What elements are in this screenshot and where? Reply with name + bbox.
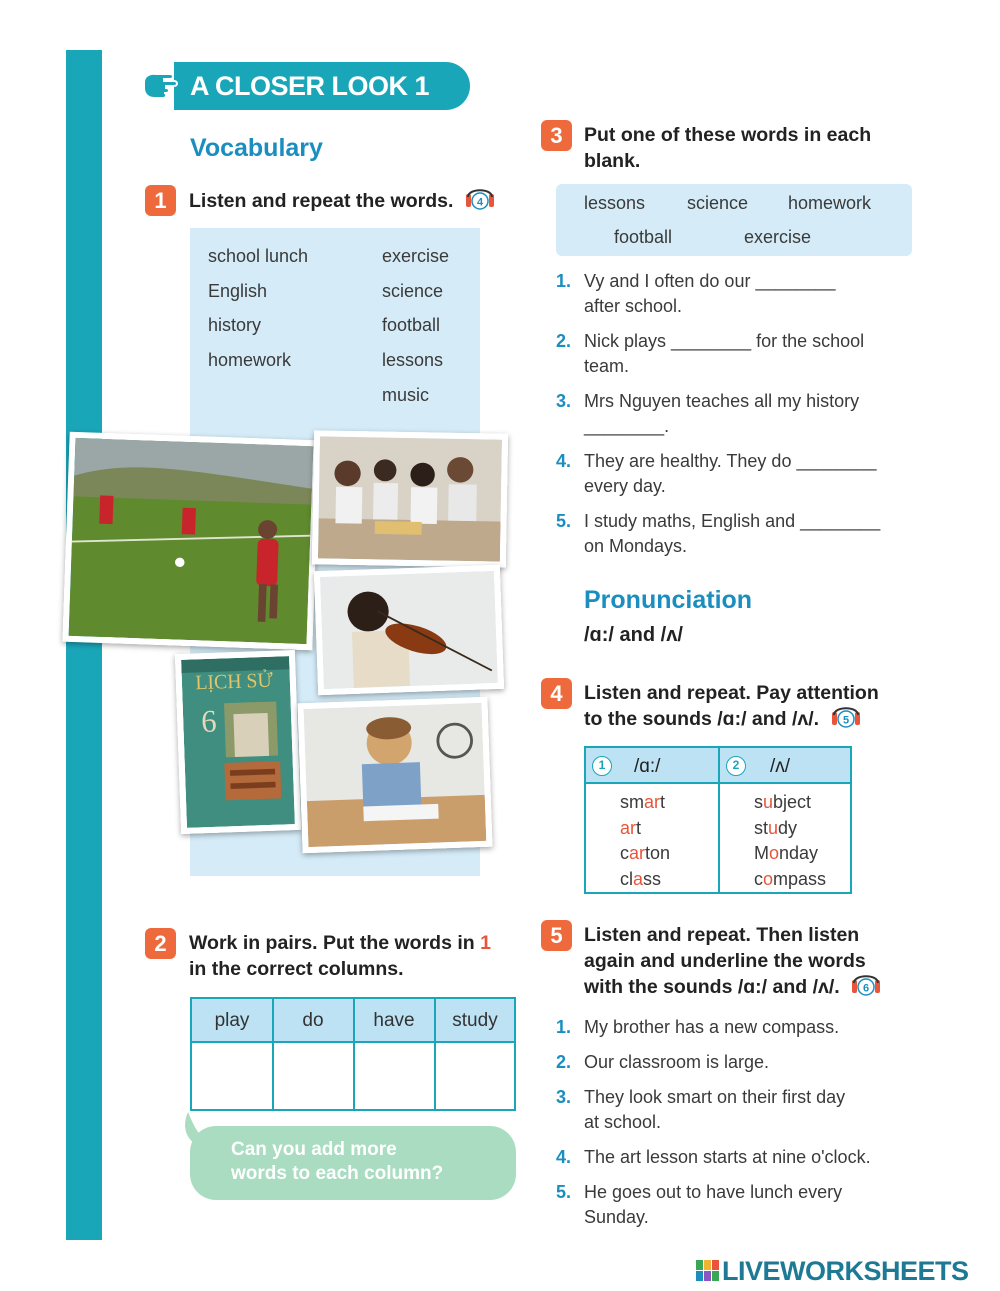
- answer-cell-play[interactable]: [196, 1049, 268, 1105]
- list-item: [556, 389, 916, 449]
- item-number: 1.: [556, 271, 572, 291]
- exercise-5-instruction-line-3: with the sounds /ɑ:/ and /ʌ/.: [584, 976, 840, 998]
- item-number: 5.: [556, 1182, 572, 1202]
- item-line[interactable]: The art lesson starts at nine o'clock.: [584, 1147, 871, 1167]
- vocabulary-words-right: [382, 246, 449, 419]
- pronunciation-heading: Pronunciation: [584, 586, 753, 614]
- vocab-word: school lunch: [208, 246, 309, 266]
- exercise-5-instruction-line-1: Listen and repeat. Then listen: [584, 924, 860, 946]
- liveworksheets-icon: [696, 1260, 720, 1282]
- vocab-word: English: [208, 280, 268, 301]
- column-symbol: /ʌ/: [770, 756, 791, 777]
- column-number-badge: 2: [726, 756, 746, 776]
- word-bank-item: science: [687, 193, 749, 213]
- item-line: Vy and I often do our ________: [584, 271, 836, 291]
- exercise-2-reference: 1: [480, 932, 491, 954]
- vocab-word: exercise: [382, 246, 450, 266]
- book-title: LỊCH SỬ: [194, 669, 274, 695]
- sound-word: carton: [620, 843, 671, 863]
- list-item: [556, 269, 916, 329]
- exercise-2-instruction-text-2: in the correct columns.: [189, 958, 404, 980]
- word-bank-item: homework: [788, 193, 872, 213]
- answer-cell-do[interactable]: [277, 1049, 349, 1105]
- sound-words-column-2: [754, 790, 826, 892]
- item-number: 2.: [556, 1052, 572, 1072]
- item-line: Nick plays ________ for the school: [584, 331, 865, 351]
- column-header-play: play: [214, 1010, 250, 1031]
- audio-track-number: 4: [476, 196, 483, 209]
- vocab-word: football: [382, 315, 441, 336]
- column-header-have: have: [373, 1010, 415, 1031]
- vocab-word: history: [208, 315, 262, 336]
- sound-word: smart: [620, 792, 666, 812]
- list-item[interactable]: [556, 1180, 936, 1240]
- word-bank-item: football: [614, 227, 673, 247]
- vocab-word: music: [382, 384, 430, 405]
- list-item[interactable]: [556, 1085, 936, 1145]
- list-item: [556, 449, 916, 509]
- exercise-4-instruction-line-2-wrap: [584, 706, 879, 732]
- answer-cell-have[interactable]: [358, 1049, 430, 1105]
- exercise-3-badge: 3: [541, 120, 572, 151]
- violin-photo: [314, 565, 504, 695]
- exercise-1-badge: 1: [145, 185, 176, 216]
- item-line[interactable]: He goes out to have lunch every: [584, 1182, 843, 1202]
- speech-bubble-text: [231, 1138, 443, 1186]
- item-line: on Mondays.: [584, 536, 688, 556]
- audio-track-number: 6: [863, 982, 870, 995]
- exercise-4-instruction-line-1: Listen and repeat. Pay attention: [584, 682, 879, 704]
- item-line: I study maths, English and ________: [584, 511, 881, 531]
- exercise-3-instruction: [584, 122, 871, 174]
- exercise-3-list: [556, 269, 916, 569]
- audio-track-icon[interactable]: [465, 189, 495, 211]
- vocabulary-heading: Vocabulary: [190, 134, 323, 162]
- exercise-1-instruction-text: Listen and repeat the words.: [189, 190, 454, 212]
- exercise-4-instruction-line-2: to the sounds /ɑ:/ and /ʌ/.: [584, 708, 820, 730]
- item-line[interactable]: My brother has a new compass.: [584, 1017, 840, 1037]
- speech-bubble-line-1: Can you add more: [231, 1139, 397, 1160]
- homework-photo: [297, 697, 492, 854]
- exercise-5-badge: 5: [541, 920, 572, 951]
- list-item[interactable]: [556, 1050, 936, 1085]
- sound-words-column-1: [620, 790, 670, 892]
- item-line: every day.: [584, 476, 666, 496]
- exercise-4-instruction: [584, 680, 879, 732]
- school-lunch-photo: [312, 430, 508, 567]
- item-number: 4.: [556, 451, 572, 471]
- table-divider: [272, 999, 274, 1109]
- item-line: They are healthy. They do ________: [584, 451, 877, 471]
- item-line[interactable]: They look smart on their first day: [584, 1087, 846, 1107]
- list-item: [556, 329, 916, 389]
- item-number: 1.: [556, 1017, 572, 1037]
- word-bank: [556, 184, 912, 256]
- item-number: 3.: [556, 391, 572, 411]
- audio-track-icon[interactable]: [831, 707, 861, 729]
- list-item: [556, 509, 916, 569]
- football-photo: [62, 432, 319, 651]
- exercise-5-instruction-line-3-wrap: [584, 974, 881, 1000]
- book-number: 6: [200, 703, 218, 740]
- exercise-2-instruction-text: Work in pairs. Put the words in: [189, 932, 481, 954]
- liveworksheets-text: LIVEWORKSHEETS: [722, 1256, 969, 1286]
- vocab-word: science: [382, 280, 444, 301]
- speech-bubble-line-2: words to each column?: [231, 1163, 444, 1184]
- exercise-5-instruction: [584, 922, 881, 1000]
- pronunciation-sounds: /ɑ:/ and /ʌ/: [584, 624, 683, 646]
- history-book-photo: [175, 650, 301, 834]
- sound-word: Monday: [754, 843, 819, 863]
- table-divider: [434, 999, 436, 1109]
- item-number: 2.: [556, 331, 572, 351]
- exercise-3-instruction-line-1: Put one of these words in each: [584, 124, 872, 146]
- page-title: A CLOSER LOOK 1: [190, 71, 430, 101]
- item-line: Mrs Nguyen teaches all my history: [584, 391, 860, 411]
- exercise-5-instruction-line-2: again and underline the words: [584, 950, 866, 972]
- item-line[interactable]: Sunday.: [584, 1207, 649, 1227]
- column-header-do: do: [302, 1010, 324, 1031]
- audio-track-icon[interactable]: [851, 975, 881, 997]
- table-divider: [718, 748, 720, 892]
- vocab-word: homework: [208, 350, 292, 371]
- audio-track-number: 5: [842, 714, 849, 727]
- left-side-bar: [66, 50, 102, 1240]
- item-line: team.: [584, 356, 630, 376]
- word-bank-item: lessons: [584, 193, 646, 213]
- title-banner: [140, 62, 470, 110]
- word-bank-item: exercise: [744, 227, 812, 247]
- list-item[interactable]: [556, 1015, 936, 1050]
- column-number-badge: 1: [592, 756, 612, 776]
- item-number: 4.: [556, 1147, 572, 1167]
- item-line[interactable]: Our classroom is large.: [584, 1052, 770, 1072]
- sound-word: class: [620, 868, 662, 889]
- answer-cell-study[interactable]: [439, 1049, 511, 1105]
- exercise-4-badge: 4: [541, 678, 572, 709]
- vocab-word: lessons: [382, 350, 444, 371]
- column-symbol: /ɑ:/: [634, 756, 661, 777]
- vocabulary-words-left: [208, 246, 308, 385]
- list-item[interactable]: [556, 1145, 936, 1180]
- exercise-1-instruction: [189, 188, 495, 214]
- item-number: 5.: [556, 511, 572, 531]
- sound-word: study: [754, 817, 798, 838]
- exercise-2-badge: 2: [145, 928, 176, 959]
- pointing-hand-icon: [140, 68, 184, 104]
- sounds-table: [584, 746, 852, 894]
- sound-word: subject: [754, 792, 812, 812]
- pairs-table: [190, 997, 516, 1111]
- exercise-5-list: [556, 1015, 936, 1240]
- sound-word: compass: [754, 868, 827, 889]
- exercise-3-instruction-line-2: blank.: [584, 150, 641, 172]
- item-line[interactable]: at school.: [584, 1112, 662, 1132]
- exercise-2-instruction: [189, 930, 519, 982]
- item-line: after school.: [584, 296, 683, 316]
- column-header-study: study: [452, 1010, 498, 1031]
- item-line: ________.: [584, 416, 670, 436]
- sound-word: art: [620, 817, 642, 838]
- item-number: 3.: [556, 1087, 572, 1107]
- table-divider: [353, 999, 355, 1109]
